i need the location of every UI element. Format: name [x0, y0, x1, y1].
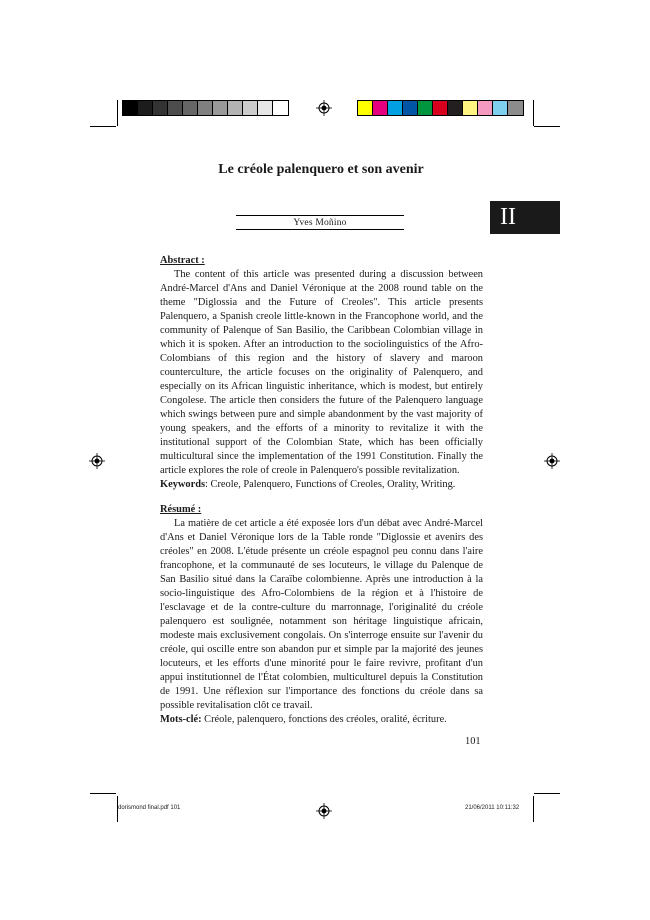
registration-mark-icon — [89, 453, 105, 469]
abstract-body: The content of this article was presented during a discussion between André-Marcel d'Ans and Daniel Véronique at the 2008 round table on the theme "Diglossia and the Future of Creoles". This article presents Palenquero, a Spanish creole little-known in the Francophone world, and the community of Palenque of San Basilio, the Caribbean Colombian village in which it is spoken. After an introduction to the sociolinguistics of the Afro-Colombians of this region and the history of slavery and maroon counterculture, the article focuses on the originality of Palenquero, and especially on its African linguistic inheritance, which is modest, but entirely Congolese. The article then considers the future of the Palenquero language which swings between pure and simple abandonment by the vast majority of young speakers, and the efforts of a minority to revitalize it with the institutional support of the Colombian State, which has been officially multicultural since the implementation of the 1991 Constitution. Finally the article explores the role of creole in Palenquero's possible revitalization. — [160, 269, 483, 476]
author-name: Yves Moñino — [236, 215, 404, 230]
color-swatch — [358, 101, 373, 115]
footer-filename: dorismond final.pdf 101 — [118, 805, 181, 811]
registration-mark-icon — [544, 453, 560, 469]
article-title: Le créole palenquero et son avenir — [218, 162, 424, 177]
page-number: 101 — [465, 736, 481, 747]
crop-mark — [117, 100, 118, 126]
gray-swatch — [198, 101, 213, 115]
color-swatch — [463, 101, 478, 115]
gray-swatch — [183, 101, 198, 115]
resume-keywords — [160, 713, 483, 727]
resume-body: La matière de cet article a été exposée lors d'un débat avec André-Marcel d'Ans et Daniel Véronique lors de la Table ronde "Diglossie et avenirs des créoles" en 2008. L'étude présente un créole espagnol peu connu dans l'aire francophone, et la communauté de ses locuteurs, le village du Palenque de San Basilio situé dans la Caraïbe colombienne. Après une introduction à la socio-linguistique des Afro-Colombiens de la région et à l'histoire de l'esclavage et de la contre-culture du marronnage, l'originalité du créole palenquero est soulignée, notamment son héritage linguistique africain, modeste mais exclusivement congolais. On s'interroge ensuite sur l'avenir du créole, qui oscille entre son abandon pur et simple par la majorité des jeunes locuteurs, et les efforts d'une minorité pour le faire revivre, profitant d'un appui institutionnel de l'État colombien, multiculturel depuis la Constitution de 1991. Une réflexion sur l'importance des fonctions du créole dans sa possible revitalisation clôt ce travail. — [160, 518, 483, 711]
gray-swatch — [168, 101, 183, 115]
color-swatch — [373, 101, 388, 115]
resume-heading: Résumé : — [160, 504, 202, 515]
gray-swatch — [123, 101, 138, 115]
resume-section — [160, 503, 483, 727]
color-calibration-bar — [357, 100, 524, 116]
keywords-label: Keywords — [160, 479, 206, 490]
gray-swatch — [138, 101, 153, 115]
crop-mark — [90, 793, 116, 794]
gray-swatch — [258, 101, 273, 115]
keywords-list: : Creole, Palenquero, Functions of Creoles, Orality, Writing. — [205, 479, 456, 490]
crop-mark — [533, 796, 534, 822]
abstract-section — [160, 254, 483, 492]
gray-swatch — [213, 101, 228, 115]
color-swatch — [508, 101, 523, 115]
color-swatch — [418, 101, 433, 115]
mots-cle-label: Mots-clé: — [160, 714, 202, 725]
gray-swatch — [153, 101, 168, 115]
abstract-heading: Abstract : — [160, 255, 205, 266]
crop-mark — [533, 100, 534, 126]
crop-mark — [534, 126, 560, 127]
abstract-keywords — [160, 478, 483, 492]
color-swatch — [433, 101, 448, 115]
color-swatch — [478, 101, 493, 115]
crop-mark — [90, 126, 116, 127]
chapter-tab: II — [490, 201, 560, 234]
mots-cle-list: Créole, palenquero, fonctions des créoles, oralité, écriture. — [201, 714, 447, 725]
gray-swatch — [273, 101, 288, 115]
registration-mark-icon — [316, 100, 332, 116]
color-swatch — [448, 101, 463, 115]
footer-timestamp: 21/06/2011 10:11:32 — [465, 805, 520, 811]
registration-mark-icon — [316, 803, 332, 819]
crop-mark — [534, 793, 560, 794]
color-swatch — [493, 101, 508, 115]
color-swatch — [403, 101, 418, 115]
grayscale-calibration-bar — [122, 100, 289, 116]
gray-swatch — [228, 101, 243, 115]
gray-swatch — [243, 101, 258, 115]
color-swatch — [388, 101, 403, 115]
